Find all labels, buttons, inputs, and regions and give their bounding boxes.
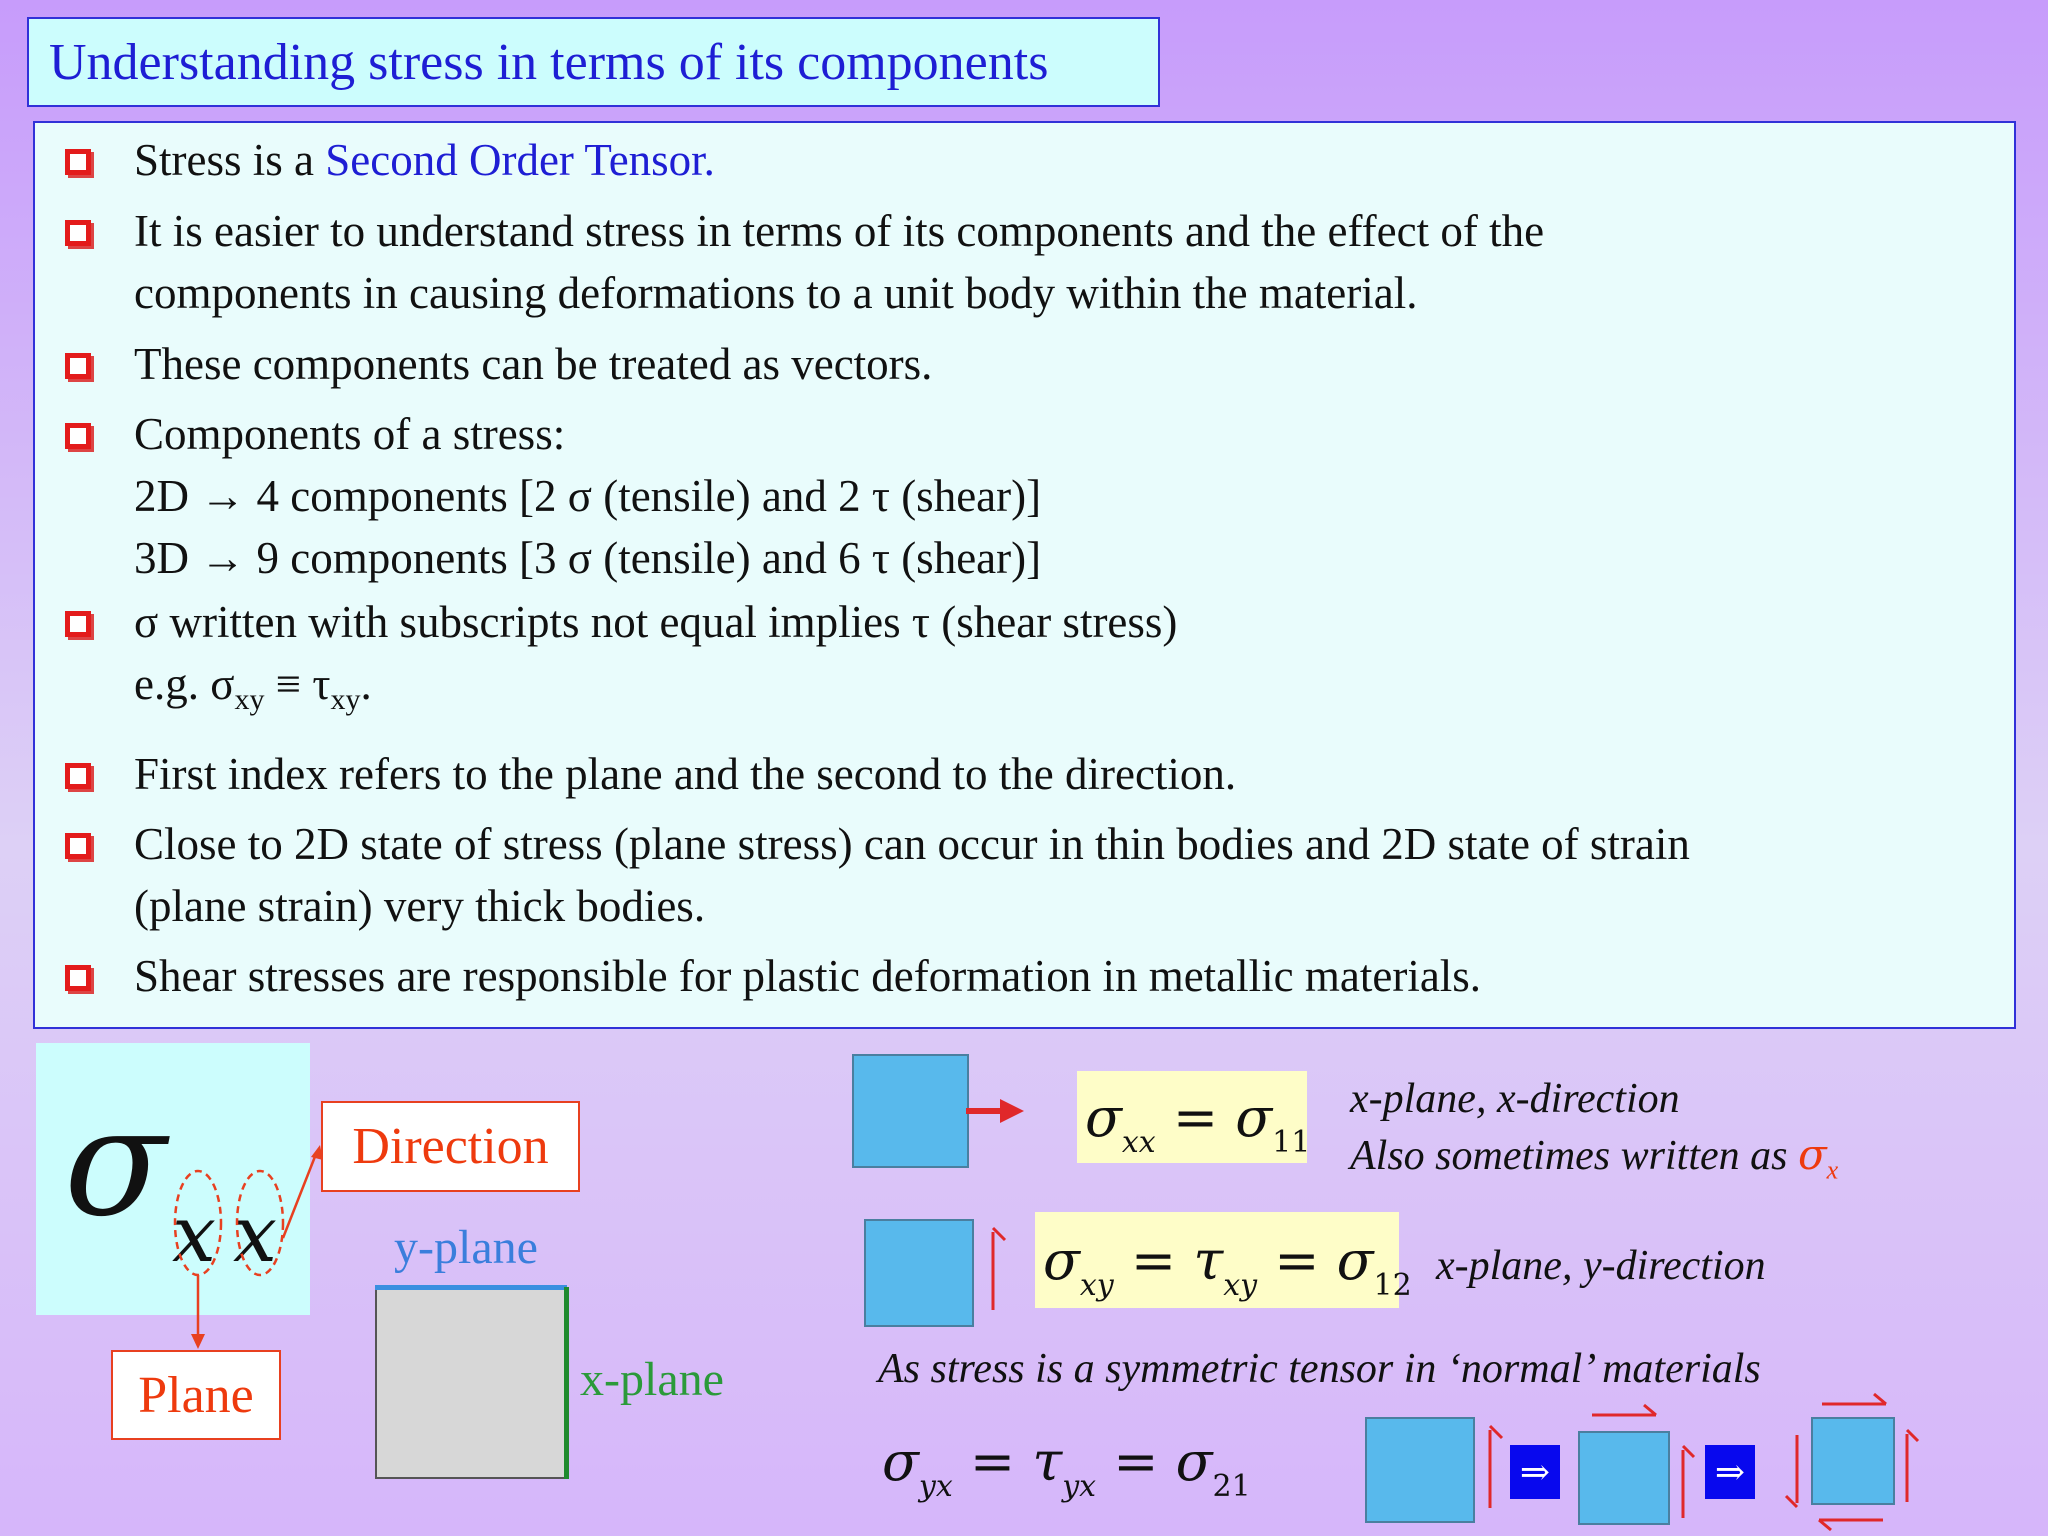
bullet-text: components in causing deformations to a unit body within the material. [134, 268, 1418, 318]
bullet-text: Close to 2D state of stress (plane stress) can occur in thin bodies and 2D state of strain [134, 819, 1690, 869]
y-plane-label: y-plane [394, 1221, 538, 1274]
sigma-symbol: σ [64, 1076, 167, 1250]
direction-index-circle [237, 1171, 283, 1275]
page-title: Understanding stress in terms of its components [49, 33, 1049, 91]
shear-element-step1 [1365, 1417, 1475, 1523]
x-plane-edge [564, 1287, 569, 1479]
bullet-text: These components can be treated as vectors. [134, 339, 933, 389]
sigma-xx-equation: $\sigma_{xx} = \sigma_{11}$ [1077, 1071, 1307, 1163]
shear-arrow-up-icon [1480, 1420, 1508, 1510]
shear-arrow-up-icon [1897, 1424, 1923, 1504]
bullet-text: Shear stresses are responsible for plastic deformation in metallic materials. [134, 951, 1482, 1001]
symmetric-tensor-note: As stress is a symmetric tensor in ‘normal’ materials [878, 1346, 1761, 1392]
sigma-yx-equation: $\sigma_{yx} = \tau_{yx} = \sigma_{21}$ [882, 1430, 1251, 1504]
direction-index: x [233, 1190, 277, 1280]
implies-arrow-icon: ⇒ [1510, 1445, 1560, 1499]
plane-index: x [172, 1190, 216, 1280]
unit-element-square [375, 1287, 567, 1479]
shear-arrow-up-icon [1673, 1440, 1699, 1520]
normal-stress-element [852, 1054, 969, 1168]
sigma-x-alt-note: Also sometimes written as $\sigma_x$ [1350, 1130, 1839, 1185]
direction-callout: Direction [321, 1101, 580, 1192]
direction-pointer-line [283, 1154, 316, 1238]
bullet-text: 2D → 4 components [2 σ (tensile) and 2 τ (shear)] [134, 471, 1042, 521]
bullet-text: Stress is a [134, 135, 326, 185]
shear-stress-arrow-icon [983, 1222, 1011, 1312]
bullet-text: (plane strain) very thick bodies. [134, 881, 706, 931]
y-plane-edge [375, 1285, 567, 1290]
sigma-xy-note: x-plane, y-direction [1436, 1243, 1766, 1289]
bullet-text: σ written with subscripts not equal implies τ (shear stress) [134, 597, 1178, 647]
shear-arrow-right-icon [1820, 1392, 1890, 1414]
normal-stress-arrow-icon [966, 1095, 1026, 1127]
bullet-highlight: Second Order Tensor. [325, 135, 715, 185]
shear-stress-element [864, 1219, 974, 1327]
shear-element-step2 [1578, 1431, 1670, 1525]
sigma-xy-equation: $\sigma_{xy} = \tau_{xy} = \sigma_{12}$ [1035, 1212, 1399, 1308]
x-plane-label: x-plane [580, 1353, 724, 1406]
bullet-text: First index refers to the plane and the second to the direction. [134, 749, 1237, 799]
bullet-text: 3D → 9 components [3 σ (tensile) and 6 τ (shear)] [134, 533, 1042, 583]
shear-arrow-down-icon [1783, 1433, 1809, 1513]
plane-pointer-arrowhead [191, 1334, 205, 1349]
plane-index-circle [175, 1171, 221, 1275]
shear-arrow-left-icon [1815, 1510, 1885, 1532]
plane-callout: Plane [111, 1350, 281, 1440]
bullet-text: Components of a stress: [134, 409, 566, 459]
shear-element-step3 [1811, 1417, 1895, 1505]
shear-arrow-right-icon [1590, 1403, 1660, 1425]
bullet-text: It is easier to understand stress in terms of its components and the effect of the [134, 206, 1545, 256]
implies-arrow-icon: ⇒ [1705, 1445, 1755, 1499]
bullet-example: e.g. $\sigma_{xy} \equiv \tau_{xy}$. [134, 659, 372, 716]
sigma-xx-note: x-plane, x-direction [1350, 1076, 1680, 1122]
